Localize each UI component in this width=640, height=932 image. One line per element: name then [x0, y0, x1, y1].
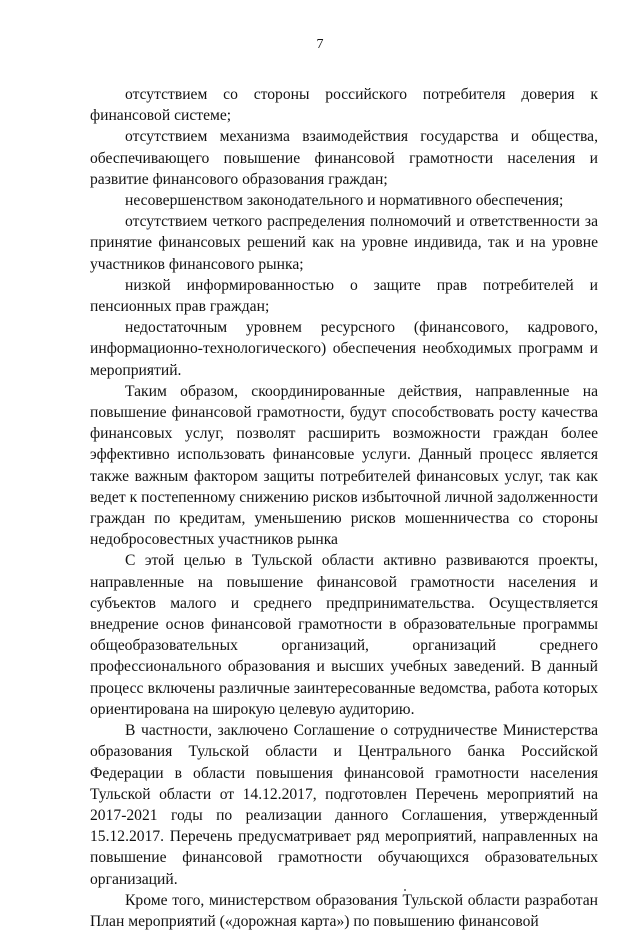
paragraph-awareness: низкой информированностью о защите прав потребителей и пенсионных прав граждан; [90, 276, 598, 316]
page-number: 7 [316, 37, 324, 52]
paragraph-coordinated-actions: Таким образом, скоординированные действия, направленные на повышение финансовой грамотности, будут способствовать росту качества финансовых услуг, позволят расширить возможности граждан более эффективно использовать финансовые услуги. Данный процесс является также важным фактором защиты потребителей финансовых услуг, так как ведет к постепенному снижению рисков избыточной личной задолженности граждан по кредитам, уменьшению рисков мошенничества со стороны недобросовестных участников рынка [90, 382, 598, 549]
paragraph-resources: недостаточным уровнем ресурсного (финансового, кадрового, информационно-технологического) обеспечения необходимых программ и мероприятий. [90, 319, 598, 379]
paragraph-legislation: несовершенством законодательного и нормативного обеспечения; [125, 192, 564, 210]
paragraph-agreement: В частности, заключено Соглашение о сотрудничестве Министерства образования Тульской области и Центрального банка Российской Федерации в области повышения финансовой грамотности населения Тульской области от 14.12.2017, подготовлен Перечень мероприятий на 2017-2021 годы по реализации данного Соглашения, утвержденный 15.12.2017. Перечень предусматривает ряд мероприятий, направленных на повышение финансовой грамотности обучающихся образовательных организаций. [90, 722, 598, 888]
scan-dot [404, 889, 406, 891]
paragraph-tula-projects: С этой целью в Тульской области активно развиваются проекты, направленные на повышение финансовой грамотности населения и субъектов малого и среднего предпринимательства. Осуществляется внедрение основ финансовой грамотности в образовательные программы общеобразовательных организаций, организаций среднего профессионального образования и высших учебных заведений. В данный процесс включены различные заинтересованные ведомства, работа которых ориентирована на широкую целевую аудиторию. [90, 552, 598, 718]
paragraph-no-trust: отсутствием со стороны российского потребителя доверия к финансовой системе; [90, 86, 598, 125]
paragraph-responsibility: отсутствием четкого распределения полномочий и ответственности за принятие финансовых решений как на уровне индивида, так и на уровне участников финансового рынка; [90, 213, 598, 273]
paragraph-roadmap: Кроме того, министерством образования Тульской области разработан План мероприятий («дорожная карта») по повышению финансовой [90, 891, 598, 930]
document-body [90, 84, 598, 932]
paragraph-no-mechanism: отсутствием механизма взаимодействия государства и общества, обеспечивающего повышение финансовой грамотности населения и развитие финансового образования граждан; [90, 128, 598, 188]
